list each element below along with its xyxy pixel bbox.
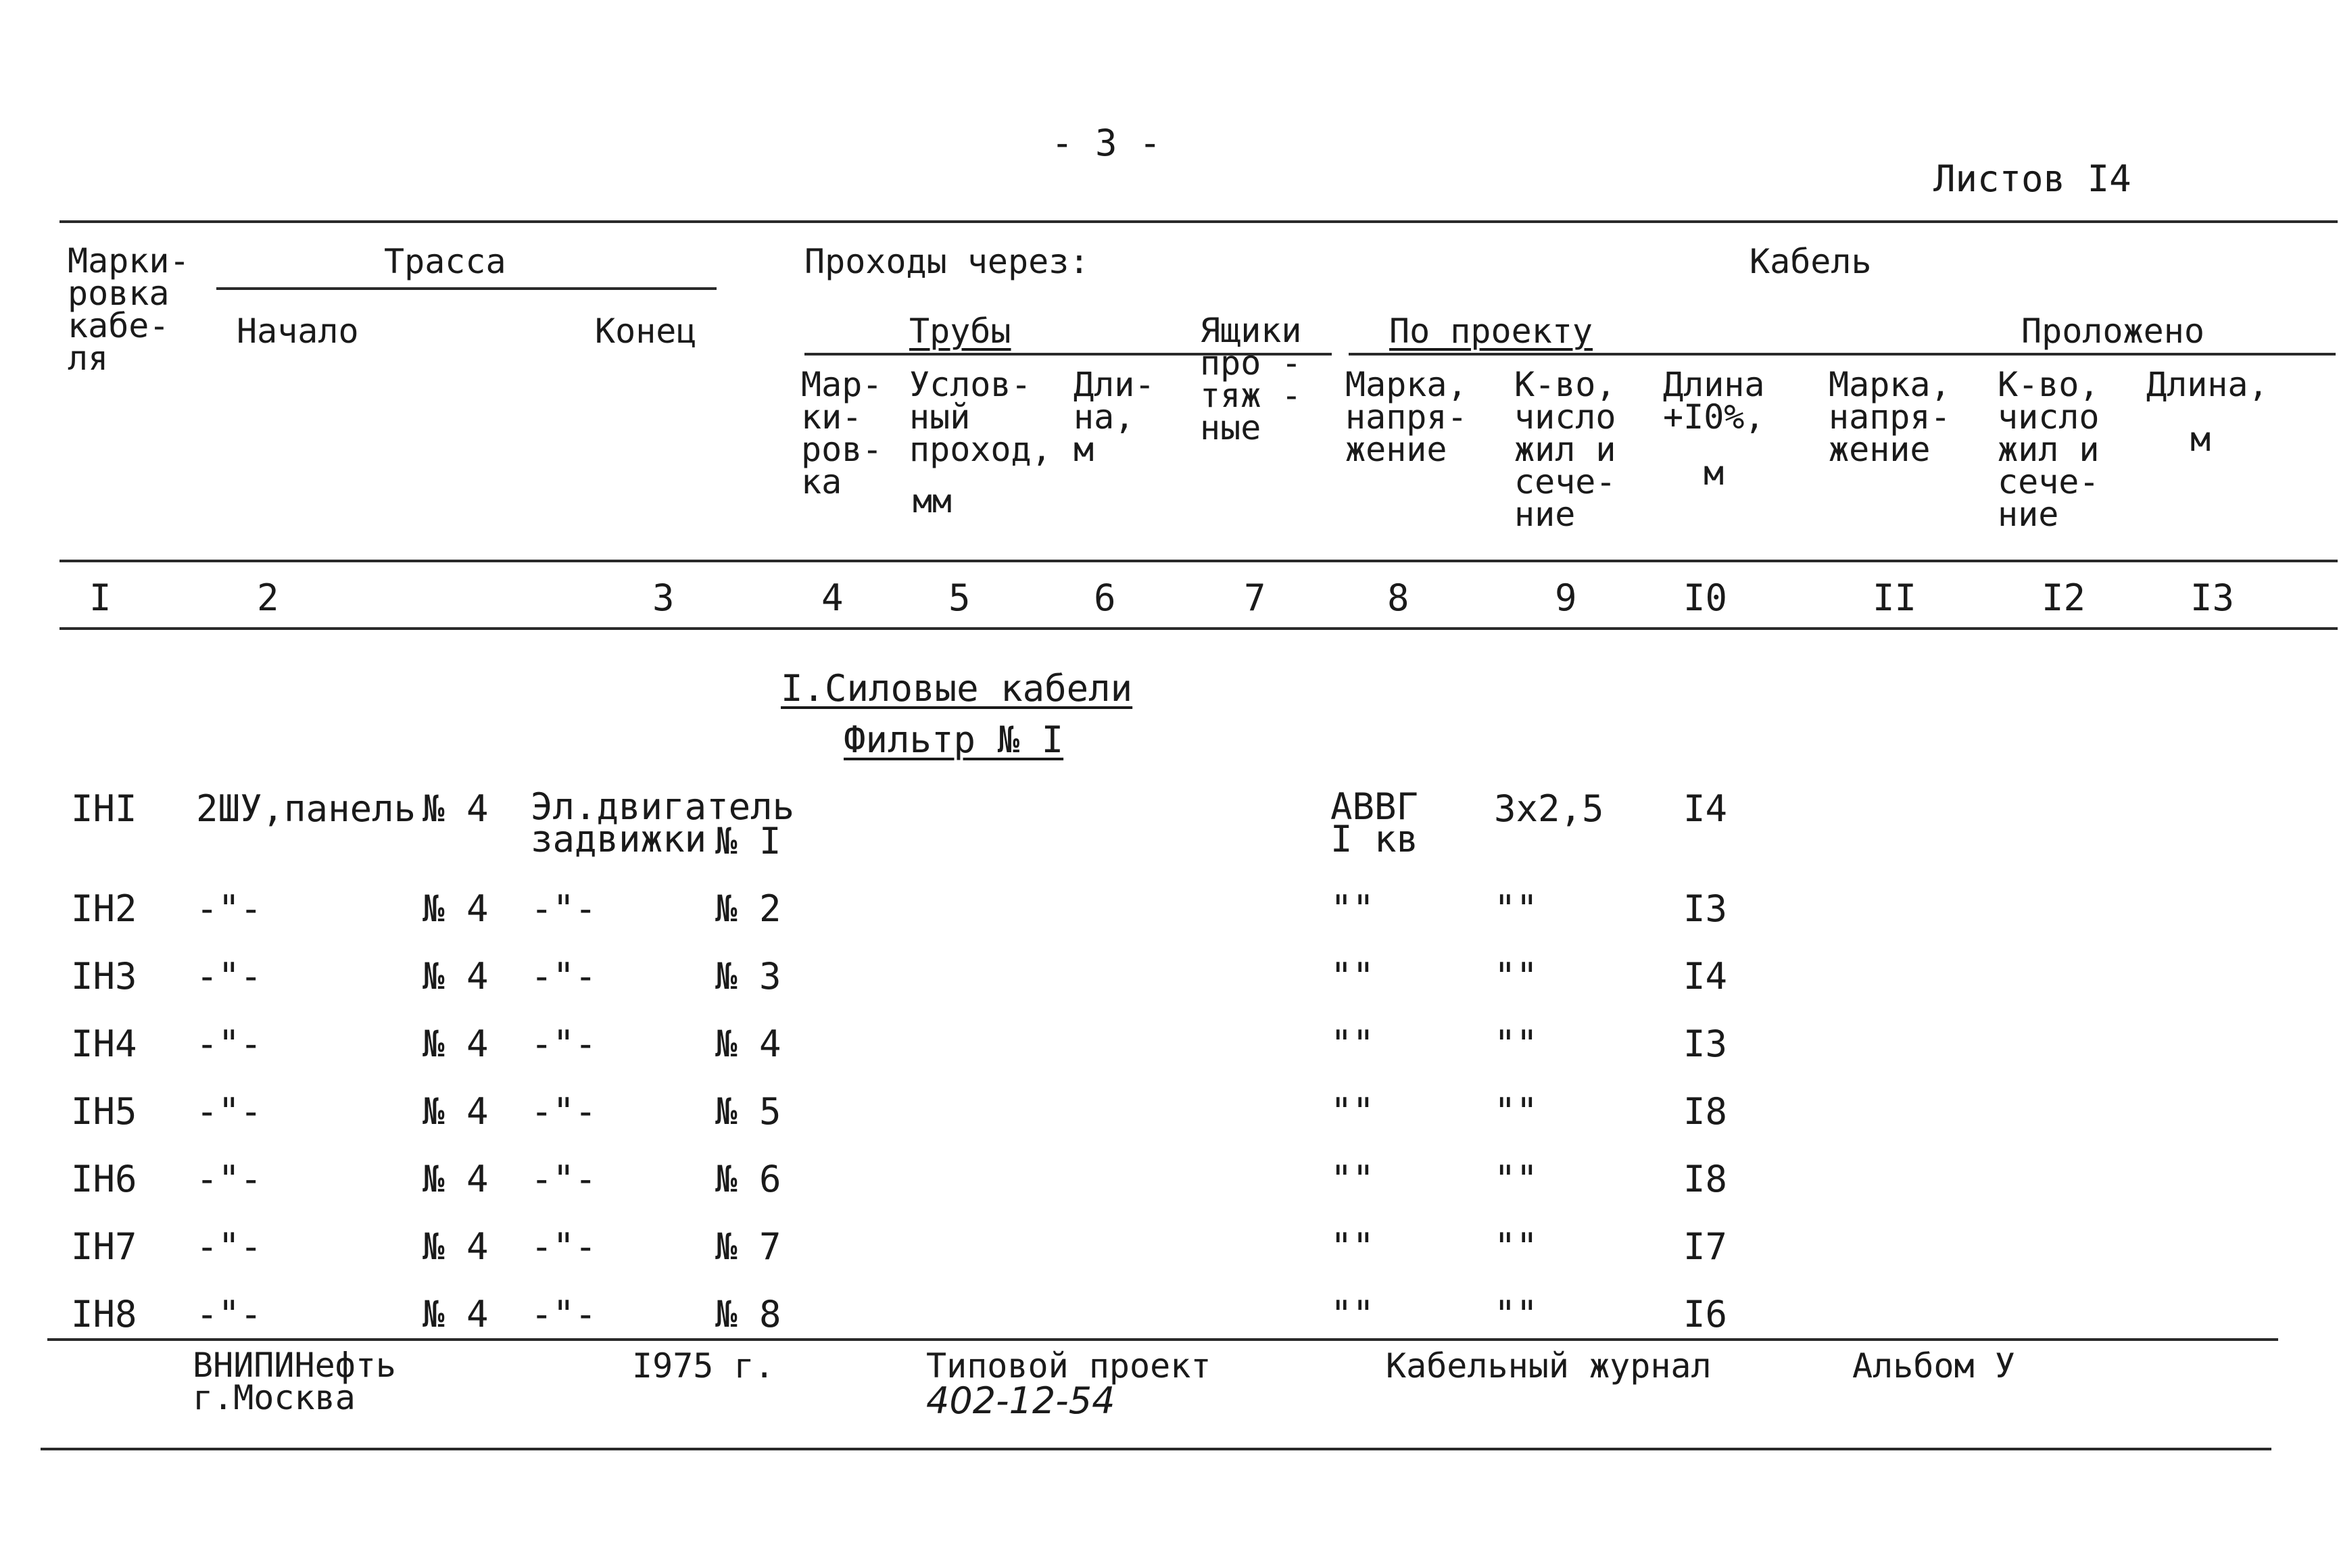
route-end-number: № 8 bbox=[715, 1293, 781, 1336]
header-pipe-bore-unit: мм bbox=[913, 483, 952, 520]
route-rule bbox=[216, 287, 717, 290]
route-start: -"- bbox=[196, 1225, 262, 1268]
cable-length: I4 bbox=[1683, 955, 1728, 998]
route-end: -"- bbox=[531, 1293, 597, 1336]
column-number: I bbox=[89, 577, 112, 619]
cable-mark: IH5 bbox=[71, 1090, 137, 1133]
route-start: 2ШУ,панель bbox=[196, 787, 416, 830]
column-number: 3 bbox=[652, 577, 675, 619]
cable-brand: "" bbox=[1330, 1023, 1375, 1065]
cable-section: "" bbox=[1494, 1090, 1539, 1133]
cable-section: "" bbox=[1494, 1158, 1539, 1200]
footer-top-rule bbox=[47, 1338, 2278, 1341]
route-end-number: № 7 bbox=[715, 1225, 781, 1268]
route-start-number: № 4 bbox=[423, 1023, 489, 1065]
cable-brand: "" bbox=[1330, 955, 1375, 998]
header-start: Начало bbox=[237, 312, 359, 351]
cable-brand: "" bbox=[1330, 1225, 1375, 1268]
cable-brand: "" bbox=[1330, 1293, 1375, 1336]
cable-mark: IH3 bbox=[71, 955, 137, 998]
footer-bottom-rule bbox=[41, 1448, 2271, 1450]
header-pipe-marking: Мар- ки- ров- ка bbox=[801, 365, 883, 501]
cable-section: "" bbox=[1494, 1225, 1539, 1268]
cable-mark: IH6 bbox=[71, 1158, 137, 1200]
header-laid: Проложено bbox=[2021, 312, 2204, 351]
section-title: I.Силовые кабели bbox=[781, 667, 1133, 710]
cable-brand: "" bbox=[1330, 1090, 1375, 1133]
route-start-number: № 4 bbox=[423, 1225, 489, 1268]
header-by-project: По проекту bbox=[1389, 312, 1593, 351]
cable-brand: АВВГ I кв bbox=[1330, 785, 1419, 860]
header-proj-length-unit: м bbox=[1704, 454, 1725, 493]
section-number-prefix bbox=[781, 667, 1133, 710]
header-top-rule bbox=[59, 220, 2338, 223]
cable-mark: IH7 bbox=[71, 1225, 137, 1268]
cable-section: "" bbox=[1494, 1293, 1539, 1336]
footer-project-label: Типовой проект bbox=[926, 1346, 1211, 1386]
column-number: I3 bbox=[2190, 577, 2235, 619]
cable-length: I7 bbox=[1683, 1225, 1728, 1268]
route-end-number: № 3 bbox=[715, 955, 781, 998]
header-route: Трасса bbox=[384, 242, 506, 281]
route-start: -"- bbox=[196, 955, 262, 998]
route-start-number: № 4 bbox=[423, 1158, 489, 1200]
route-start-number: № 4 bbox=[423, 1090, 489, 1133]
route-end-number: № 5 bbox=[715, 1090, 781, 1133]
route-start-number: № 4 bbox=[423, 787, 489, 830]
cable-length: I8 bbox=[1683, 1158, 1728, 1200]
column-number: 6 bbox=[1094, 577, 1116, 619]
header-end: Конец bbox=[595, 312, 697, 351]
column-number: I2 bbox=[2042, 577, 2086, 619]
route-end: Эл.двигатель задвижки bbox=[531, 785, 795, 860]
cable-length: I6 bbox=[1683, 1293, 1728, 1336]
footer-album: Альбом У bbox=[1852, 1346, 2015, 1386]
subsection-title: Фильтр № I bbox=[844, 718, 1064, 761]
route-end-number: № I bbox=[715, 820, 781, 862]
cable-mark: IH4 bbox=[71, 1023, 137, 1065]
header-laid-length-unit: м bbox=[2190, 420, 2211, 459]
route-start: -"- bbox=[196, 1293, 262, 1336]
route-end: -"- bbox=[531, 1225, 597, 1268]
header-proj-length: Длина +I0%, bbox=[1663, 365, 1765, 437]
column-number: 8 bbox=[1387, 577, 1409, 619]
cable-length: I4 bbox=[1683, 787, 1728, 830]
footer-year: I975 г. bbox=[632, 1346, 775, 1386]
header-pipe-bore: Услов- ный проход, bbox=[909, 365, 1052, 469]
route-start: -"- bbox=[196, 1023, 262, 1065]
route-end: -"- bbox=[531, 1090, 597, 1133]
cable-length: I3 bbox=[1683, 887, 1728, 930]
header-pipes: Трубы bbox=[909, 312, 1011, 351]
route-start: -"- bbox=[196, 1158, 262, 1200]
column-number: I0 bbox=[1683, 577, 1728, 619]
column-number: II bbox=[1873, 577, 1917, 619]
footer-organization: ВНИПИНефть г.Москва bbox=[193, 1346, 397, 1417]
header-laid-brand: Марка, напря- жение bbox=[1829, 365, 1951, 469]
column-number: 5 bbox=[948, 577, 971, 619]
footer-journal: Кабельный журнал bbox=[1386, 1346, 1712, 1386]
cable-rule bbox=[1349, 353, 2336, 356]
cable-section: "" bbox=[1494, 1023, 1539, 1065]
cable-length: I3 bbox=[1683, 1023, 1728, 1065]
route-end: -"- bbox=[531, 1023, 597, 1065]
cable-brand: "" bbox=[1330, 1158, 1375, 1200]
header-proj-count: К-во, число жил и сече- ние bbox=[1514, 365, 1616, 534]
route-start-number: № 4 bbox=[423, 955, 489, 998]
header-pipe-length: Дли- на, м bbox=[1074, 365, 1155, 469]
cable-section: "" bbox=[1494, 887, 1539, 930]
cable-mark: IHI bbox=[71, 787, 137, 830]
header-passages: Проходы через: bbox=[804, 242, 1090, 281]
column-number: 2 bbox=[257, 577, 279, 619]
cable-brand: "" bbox=[1330, 887, 1375, 930]
column-number: 4 bbox=[821, 577, 844, 619]
route-start-number: № 4 bbox=[423, 887, 489, 930]
route-start-number: № 4 bbox=[423, 1293, 489, 1336]
route-start: -"- bbox=[196, 887, 262, 930]
cable-section: "" bbox=[1494, 955, 1539, 998]
cable-mark: IH2 bbox=[71, 887, 137, 930]
page-number: - 3 - bbox=[1051, 122, 1161, 164]
column-number: 7 bbox=[1244, 577, 1266, 619]
header-bottom-rule bbox=[59, 560, 2338, 562]
header-marking: Марки- ровка кабе- ля bbox=[68, 241, 190, 378]
column-numbers-rule bbox=[59, 627, 2338, 630]
header-proj-brand: Марка, напря- жение bbox=[1345, 365, 1468, 469]
route-end-number: № 4 bbox=[715, 1023, 781, 1065]
route-end-number: № 6 bbox=[715, 1158, 781, 1200]
header-boxes: Ящики про - тяж - ные bbox=[1200, 311, 1302, 447]
header-laid-length: Длина, bbox=[2146, 365, 2269, 404]
route-end: -"- bbox=[531, 955, 597, 998]
sheet-count: Листов I4 bbox=[1933, 157, 2131, 200]
route-end: -"- bbox=[531, 1158, 597, 1200]
cable-mark: IH8 bbox=[71, 1293, 137, 1336]
route-end: -"- bbox=[531, 887, 597, 930]
route-start: -"- bbox=[196, 1090, 262, 1133]
cable-length: I8 bbox=[1683, 1090, 1728, 1133]
header-laid-count: К-во, число жил и сече- ние bbox=[1998, 365, 2100, 534]
column-number: 9 bbox=[1555, 577, 1577, 619]
header-cable: Кабель bbox=[1750, 242, 1872, 281]
route-end-number: № 2 bbox=[715, 887, 781, 930]
footer-project-number: 402-12-54 bbox=[926, 1379, 1115, 1422]
cable-section: 3x2,5 bbox=[1494, 787, 1604, 830]
